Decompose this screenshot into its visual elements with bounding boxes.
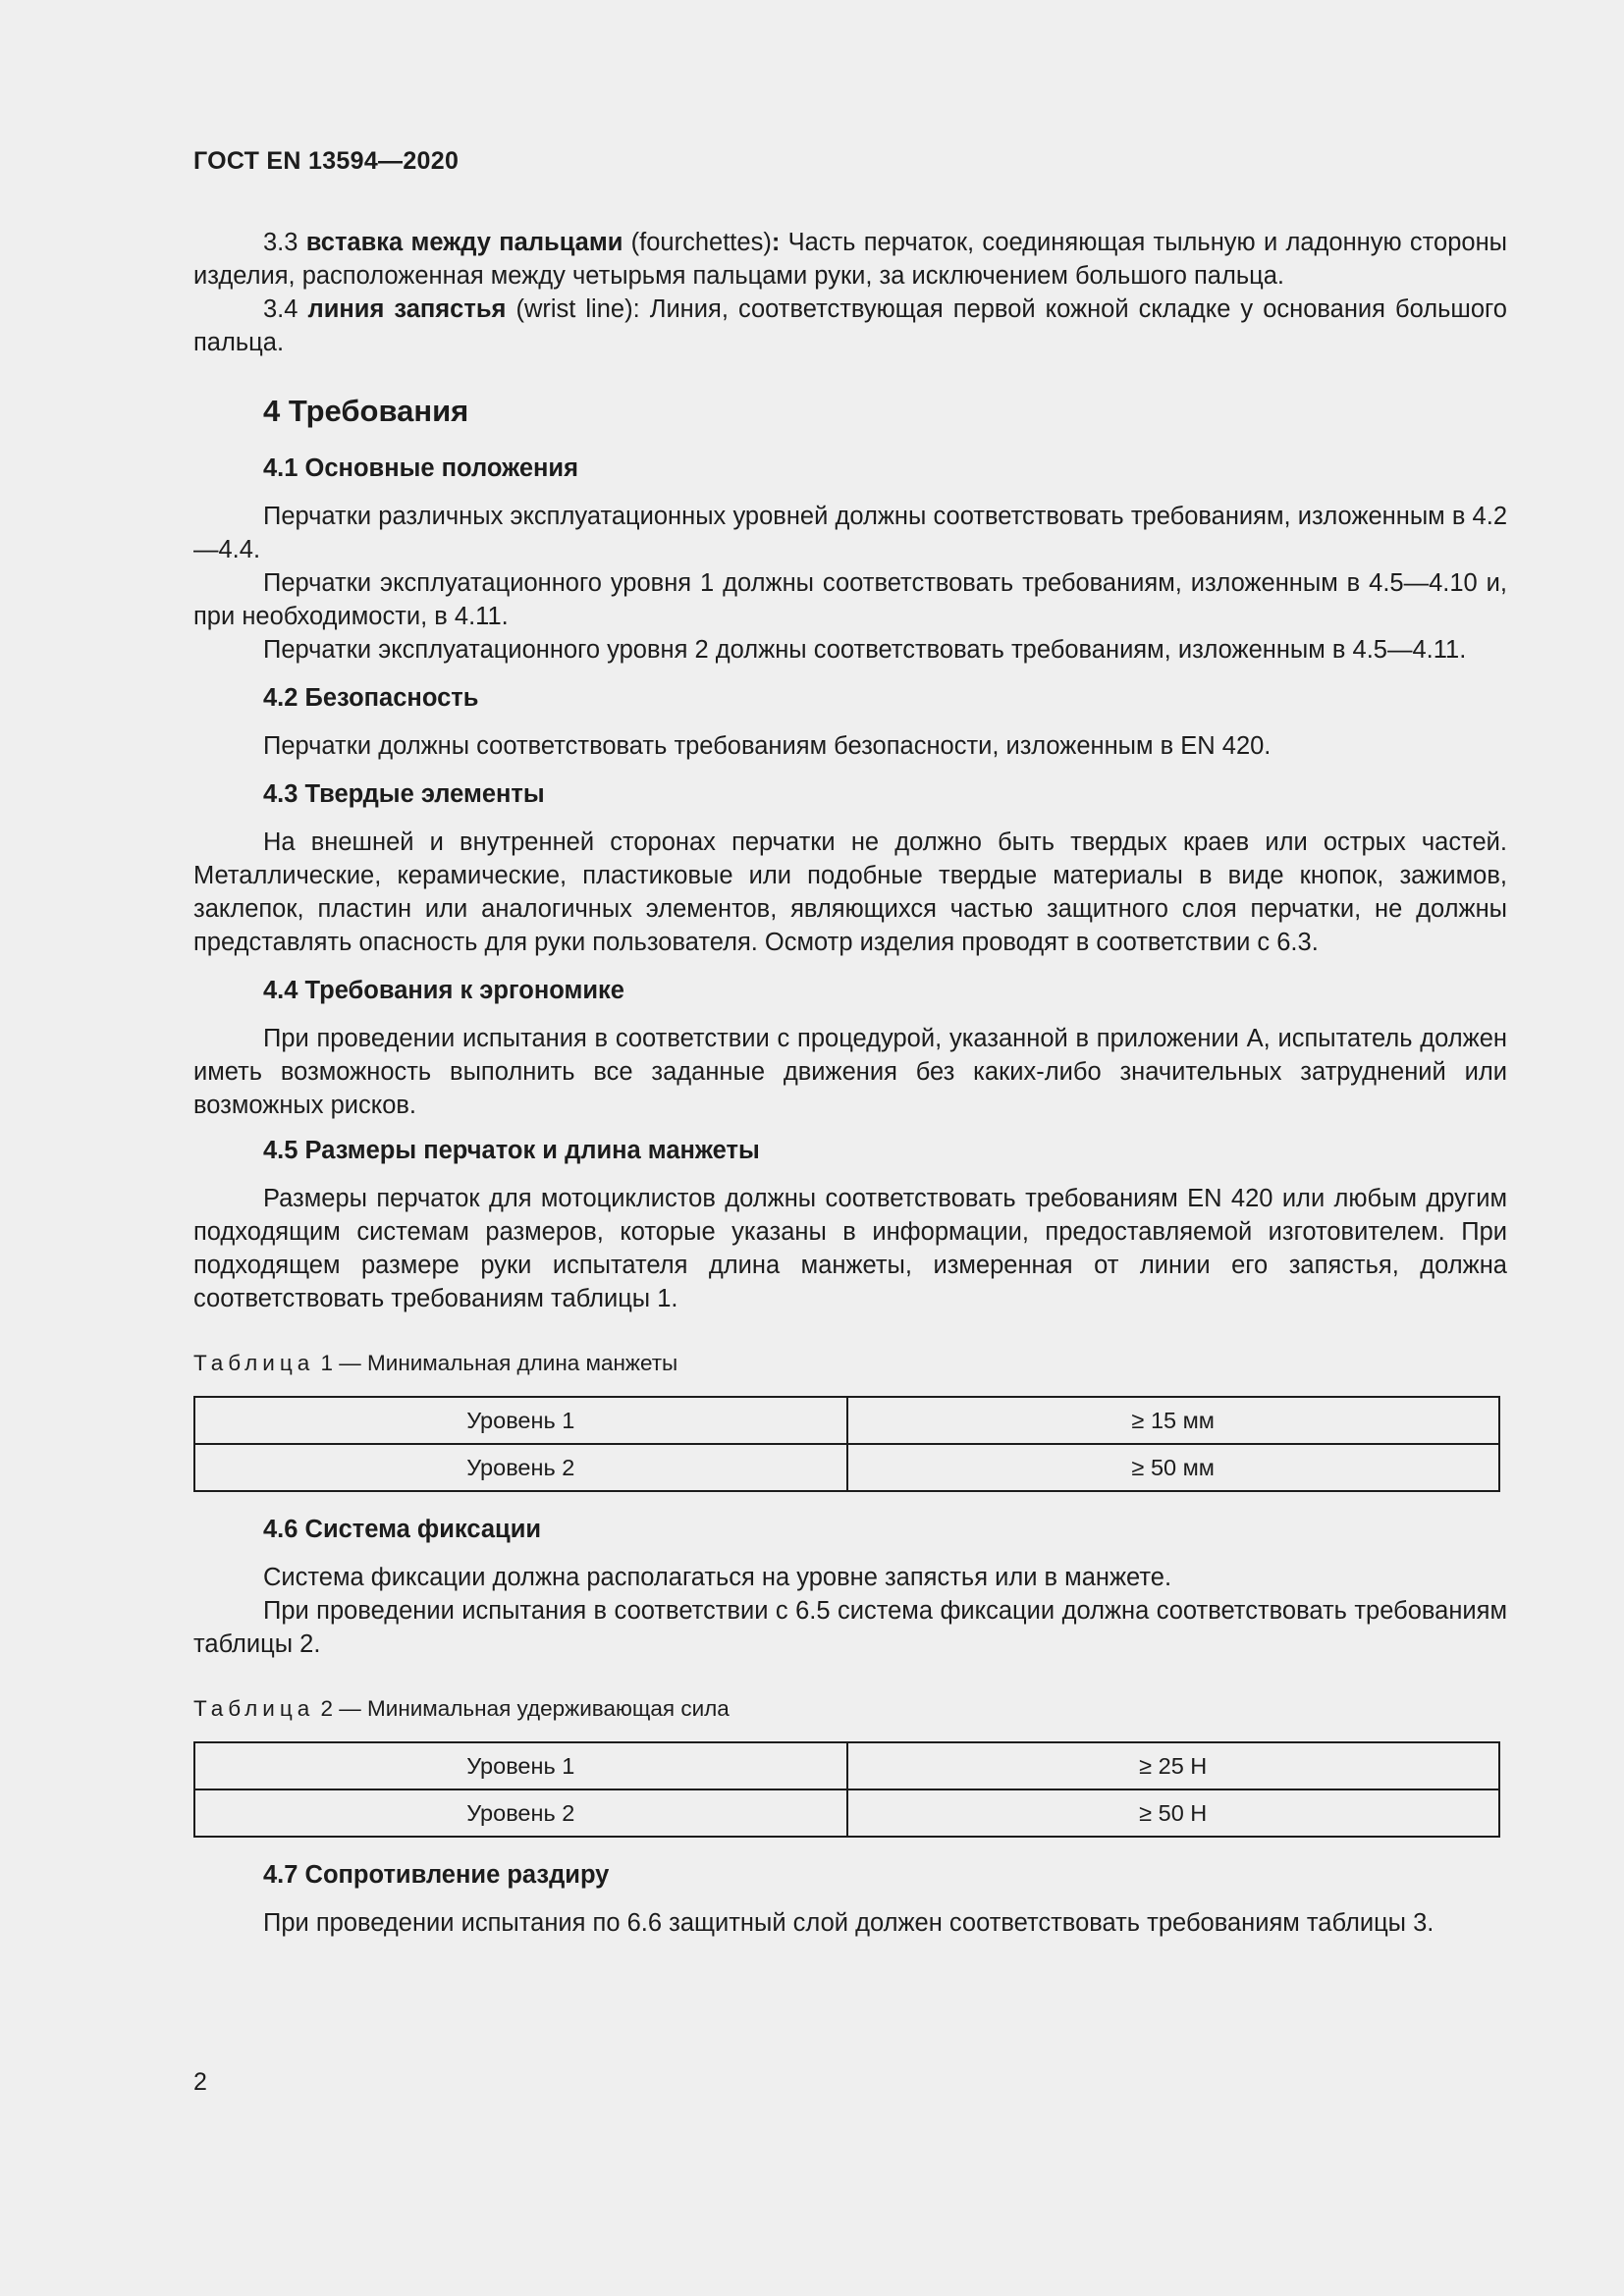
- section-4-7-title: 4.7 Сопротивление раздиру: [263, 1861, 610, 1889]
- table-row: [194, 1444, 1499, 1491]
- term-colon: :: [771, 229, 781, 256]
- section-4-6-title: 4.6 Система фиксации: [263, 1516, 542, 1543]
- section-4-5-title: 4.5 Размеры перчаток и длина манжеты: [263, 1137, 760, 1164]
- table-cell-level: Уровень 2: [194, 1444, 847, 1491]
- section-4-title: 4 Требования: [263, 394, 469, 428]
- paragraph: Перчатки эксплуатационного уровня 2 должны соответствовать требованиям, изложенным в 4.5—4.11.: [263, 636, 1467, 664]
- clause-number: 3.4: [263, 295, 308, 323]
- table-cell-level: Уровень 2: [194, 1789, 847, 1837]
- paragraph: При проведении испытания в соответствии с 6.5 система фиксации должна соответствовать требованиям таблицы 2.: [193, 1597, 1507, 1658]
- section-4-4-title: 4.4 Требования к эргономике: [263, 977, 624, 1004]
- table-1-caption: [193, 1349, 1507, 1378]
- table-cell-value: ≥ 50 мм: [847, 1444, 1500, 1491]
- paragraph: При проведении испытания по 6.6 защитный слой должен соответствовать требованиям таблицы 3.: [263, 1909, 1435, 1937]
- paragraph: Перчатки различных эксплуатационных уровней должны соответствовать требованиям, изложенным в 4.2—4.4.: [193, 503, 1507, 563]
- clause-number: 3.3: [263, 229, 306, 256]
- term: вставка между пальцами: [305, 229, 623, 256]
- table-row: [194, 1742, 1499, 1789]
- page-number: 2: [193, 2068, 207, 2096]
- paragraph: На внешней и внутренней сторонах перчатки не должно быть твердых краев или острых частей. Металлические, керамические, пластиковые или подобные твердые материалы в виде кнопок, зажимов, заклепок, пластин или аналогичных элементов, являющихся частью защитного слоя перчатки, не должны представлять опасность для руки пользователя. Осмотр изделия проводят в соответствии с 6.3.: [193, 828, 1507, 956]
- document-header: ГОСТ EN 13594—2020: [193, 147, 460, 175]
- table-caption-text: 2 — Минимальная удерживающая сила: [314, 1696, 730, 1721]
- paragraph: Система фиксации должна располагаться на уровне запястья или в манжете.: [263, 1564, 1172, 1591]
- table-caption-word: Таблица: [193, 1696, 315, 1721]
- term-english: (fourchettes): [623, 229, 772, 256]
- table-cell-value: ≥ 25 Н: [847, 1742, 1500, 1789]
- paragraph: При проведении испытания в соответствии с процедурой, указанной в приложении А, испытатель должен иметь возможность выполнить все заданные движения без каких-либо значительных затруднений или возможных рисков.: [193, 1025, 1507, 1119]
- section-4-2-title: 4.2 Безопасность: [263, 684, 479, 712]
- definition: Часть перчаток, соединяющая тыльную и ладонную стороны изделия, расположенная между четырьмя пальцами руки, за исключением большого пальца.: [193, 229, 1507, 290]
- section-4-1-title: 4.1 Основные положения: [263, 454, 578, 482]
- table-cell-value: ≥ 50 Н: [847, 1789, 1500, 1837]
- table-cell-value: ≥ 15 мм: [847, 1397, 1500, 1444]
- section-4-3-title: 4.3 Твердые элементы: [263, 780, 545, 808]
- paragraph-3-4: [193, 293, 1507, 359]
- paragraph: Размеры перчаток для мотоциклистов должны соответствовать требованиям EN 420 или любым другим подходящим системам размеров, которые указаны в информации, предоставляемой изготовителем. При подходящем размере руки испытателя длина манжеты, измеренная от линии его запястья, должна соответствовать требованиям таблицы 1.: [193, 1185, 1507, 1312]
- paragraph: Перчатки эксплуатационного уровня 1 должны соответствовать требованиям, изложенным в 4.5—4.10 и, при необходимости, в 4.11.: [193, 569, 1507, 630]
- table-2-caption: [193, 1694, 1507, 1724]
- table-row: [194, 1397, 1499, 1444]
- term: линия запястья: [307, 295, 507, 323]
- table-cell-level: Уровень 1: [194, 1397, 847, 1444]
- table-cell-level: Уровень 1: [194, 1742, 847, 1789]
- paragraph-3-3: [193, 226, 1507, 293]
- paragraph: Перчатки должны соответствовать требованиям безопасности, изложенным в EN 420.: [263, 732, 1272, 760]
- table-caption-word: Таблица: [193, 1351, 315, 1375]
- definition: (wrist line): Линия, соответствующая первой кожной складке у основания большого пальца.: [193, 295, 1507, 356]
- document-body: [193, 226, 1507, 1940]
- table-1: [193, 1396, 1500, 1492]
- table-caption-text: 1 — Минимальная длина манжеты: [314, 1351, 678, 1375]
- table-2: [193, 1741, 1500, 1838]
- table-row: [194, 1789, 1499, 1837]
